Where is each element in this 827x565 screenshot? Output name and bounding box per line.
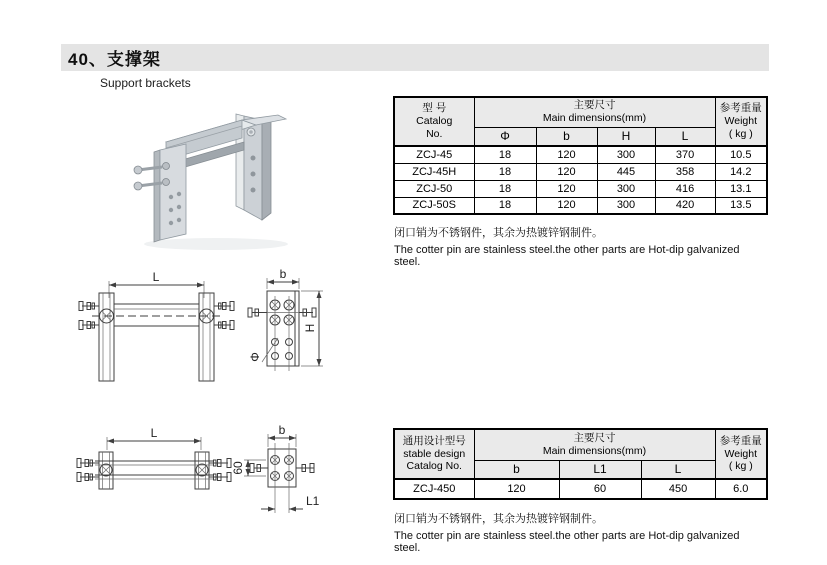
dims-header-en: Main dimensions(mm) (542, 112, 647, 125)
weight-header-en: Weight (724, 447, 758, 460)
dim-label-L: L (152, 270, 160, 284)
weight-header-cell (715, 97, 767, 146)
col-header-b: b (536, 127, 597, 146)
model-cell: ZCJ-45 (394, 146, 474, 163)
dims-header-zh: 主要尺寸 (573, 431, 616, 444)
col-header-L1: L1 (559, 460, 641, 479)
catalog-header-zh: 型 号 (422, 102, 447, 115)
dimension-drawing-2 (66, 416, 378, 541)
dim-label-L: L (150, 426, 158, 440)
weight-header-unit: ( kg ) (728, 460, 753, 473)
photo-shadow (144, 238, 288, 250)
table-row (394, 479, 767, 499)
spec-table-stable-design (393, 428, 768, 500)
table-cell: 18 (474, 146, 536, 163)
catalog-header-en1: Catalog (416, 115, 453, 128)
col-header-b: b (474, 460, 559, 479)
dim-label-phi: Φ (248, 352, 262, 362)
table-cell: 120 (536, 197, 597, 214)
dim-label-b: b (279, 267, 287, 281)
section-title: 40、支撑架 (68, 50, 161, 69)
table-cell: 10.5 (715, 146, 767, 163)
dims-header-en: Main dimensions(mm) (542, 444, 647, 457)
table-cell: 358 (655, 163, 715, 180)
table-cell: 14.2 (715, 163, 767, 180)
table-cell: 416 (655, 180, 715, 197)
dims-header-cell (474, 97, 715, 127)
section-title-bar (61, 44, 769, 71)
col-header-L: L (655, 127, 715, 146)
table-cell: 18 (474, 180, 536, 197)
col-header-L: L (641, 460, 715, 479)
model-cell: ZCJ-45H (394, 163, 474, 180)
dimension-drawing-1 (66, 258, 378, 393)
table-cell: 6.0 (715, 479, 767, 499)
front-view (77, 426, 231, 489)
table-cell: 120 (474, 479, 559, 499)
table-cell: 420 (655, 197, 715, 214)
dim-label-b: b (278, 423, 286, 437)
note-zh: 闭口销为不锈钢件，其余为热镀锌钢制件。 (394, 227, 603, 239)
table-cell: 450 (641, 479, 715, 499)
table-cell: 18 (474, 197, 536, 214)
dims-header-cell (474, 429, 715, 460)
bolt-icon (250, 464, 314, 473)
material-note-2 (394, 510, 768, 554)
side-view (231, 423, 320, 513)
model-cell: ZCJ-50 (394, 180, 474, 197)
catalog-header-cell (394, 429, 474, 479)
table-row (394, 197, 767, 214)
note-zh: 闭口销为不锈钢件，其余为热镀锌钢制件。 (394, 513, 603, 525)
col-header-H: H (597, 127, 655, 146)
table-cell: 120 (536, 146, 597, 163)
catalog-header-en1: stable design (403, 447, 466, 460)
table-row (394, 146, 767, 163)
spec-table-main (393, 96, 768, 215)
catalog-header-en2: Catalog No. (406, 460, 462, 473)
weight-header-zh: 参考重量 (719, 434, 762, 447)
table-cell: 300 (597, 197, 655, 214)
table-cell: 18 (474, 163, 536, 180)
catalog-header-en2: No. (426, 127, 443, 140)
table-cell: 445 (597, 163, 655, 180)
model-cell: ZCJ-450 (394, 479, 474, 499)
note-en: The cotter pin are stainless steel.the other parts are Hot-dip galvanized steel. (394, 244, 740, 268)
dim-label-H: H (303, 323, 317, 333)
table-cell: 120 (536, 163, 597, 180)
note-en: The cotter pin are stainless steel.the other parts are Hot-dip galvanized steel. (394, 530, 740, 554)
weight-header-en: Weight (724, 115, 758, 128)
bolt-hole-icon (271, 456, 294, 481)
catalog-header-cell (394, 97, 474, 146)
weight-header-zh: 参考重量 (719, 102, 762, 115)
table-cell: 300 (597, 180, 655, 197)
table-row (394, 163, 767, 180)
dims-header-zh: 主要尺寸 (573, 99, 616, 112)
table-cell: 60 (559, 479, 641, 499)
table-cell: 13.1 (715, 180, 767, 197)
side-view (248, 267, 323, 371)
table-cell: 13.5 (715, 197, 767, 214)
front-view (79, 270, 234, 381)
table-row (394, 180, 767, 197)
weight-header-unit: ( kg ) (728, 127, 753, 140)
dim-label-60: 60 (231, 461, 245, 475)
model-cell: ZCJ-50S (394, 197, 474, 214)
left-post (154, 144, 186, 242)
dim-label-L1: L1 (306, 494, 320, 508)
catalog-header-zh: 通用设计型号 (402, 434, 466, 447)
col-header-phi: Φ (474, 127, 536, 146)
product-photo (124, 100, 308, 254)
table-cell: 370 (655, 146, 715, 163)
table-cell: 300 (597, 146, 655, 163)
material-note-1 (394, 224, 768, 268)
weight-header-cell (715, 429, 767, 479)
section-subtitle: Support brackets (100, 76, 191, 90)
table-cell: 120 (536, 180, 597, 197)
